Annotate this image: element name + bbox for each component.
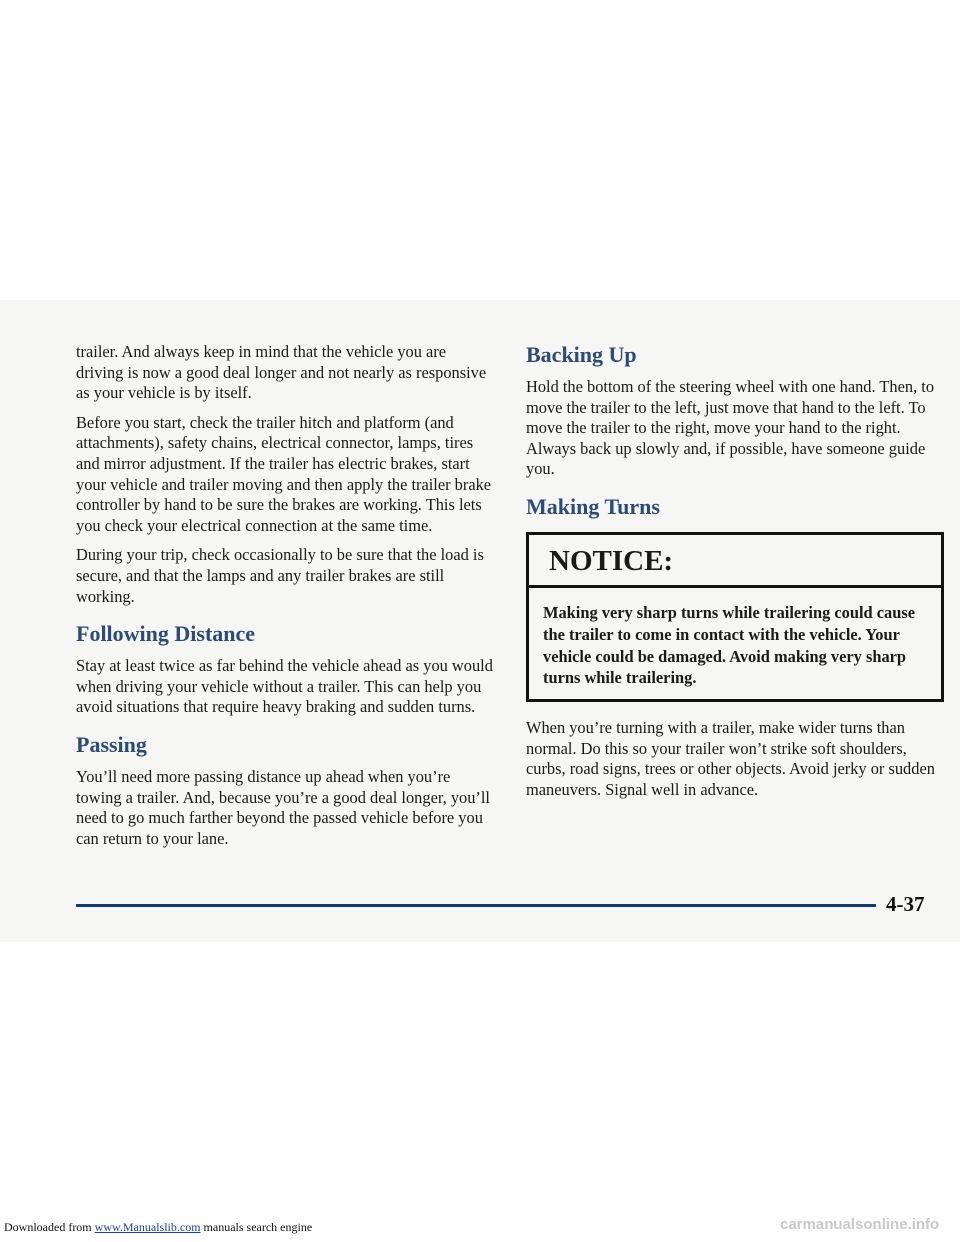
paragraph-passing: You’ll need more passing distance up ahead when you’re towing a trailer. And, because you’re a good deal longer, you’ll need to go much farther beyond the passed vehicle before you can return to your lane. — [76, 766, 490, 848]
footer-rule — [76, 904, 876, 907]
paragraph-turning: When you’re turning with a trailer, make wider turns than normal. Do this so your trailer won’t strike soft shoulders, curbs, road signs, trees or other objects. Avoid jerky or sudden maneuvers. Signal well in advance. — [526, 718, 935, 799]
footer-suffix: manuals search engine — [200, 1220, 313, 1234]
page-number: 4-37 — [886, 892, 925, 916]
download-footer — [4, 1220, 312, 1235]
heading-backing-up: Backing Up — [526, 342, 637, 367]
notice-box — [526, 532, 944, 702]
paragraph-following-distance: Stay at least twice as far behind the vehicle ahead as you would when driving your vehicle without a trailer. This can help you avoid situations that require heavy braking and sudden turns. — [76, 656, 493, 717]
right-column — [526, 342, 946, 810]
notice-text: Making very sharp turns while trailering could cause the trailer to come in contact with the vehicle. Your vehicle could be damaged. Avoid making very sharp turns while trailering. — [543, 602, 915, 688]
manualslib-link[interactable]: www.Manualslib.com — [94, 1220, 201, 1234]
notice-title: NOTICE: — [529, 535, 941, 588]
left-column — [76, 342, 496, 858]
footer-prefix: Downloaded from — [4, 1220, 95, 1234]
paragraph-during-trip: During your trip, check occasionally to be sure that the load is secure, and that the lamps and any trailer brakes are still working. — [76, 545, 484, 606]
watermark-text: carmanualsonline.info — [780, 1216, 940, 1233]
heading-passing: Passing — [76, 731, 147, 757]
paragraph-trailer-intro: trailer. And always keep in mind that the vehicle you are driving is now a good deal longer and not nearly as responsive as your vehicle is by itself. — [76, 342, 487, 403]
heading-following-distance: Following Distance — [76, 621, 256, 647]
paragraph-backing-up: Hold the bottom of the steering wheel with one hand. Then, to move the trailer to the left, just move that hand to the left. To move the trailer to the right, move your hand to the right. Always back up slowly and, if possible, have someone guide you. — [526, 377, 935, 479]
heading-making-turns: Making Turns — [526, 493, 660, 519]
paragraph-before-start: Before you start, check the trailer hitch and platform (and attachments), safety chains, electrical connector, lamps, tires and mirror adjustment. If the trailer has electric brakes, start your vehicle and trailer moving and then apply the trailer brake controller by hand to be sure the brakes are working. This lets you check your electrical connection at the same time. — [76, 412, 492, 535]
manual-page — [0, 300, 960, 942]
